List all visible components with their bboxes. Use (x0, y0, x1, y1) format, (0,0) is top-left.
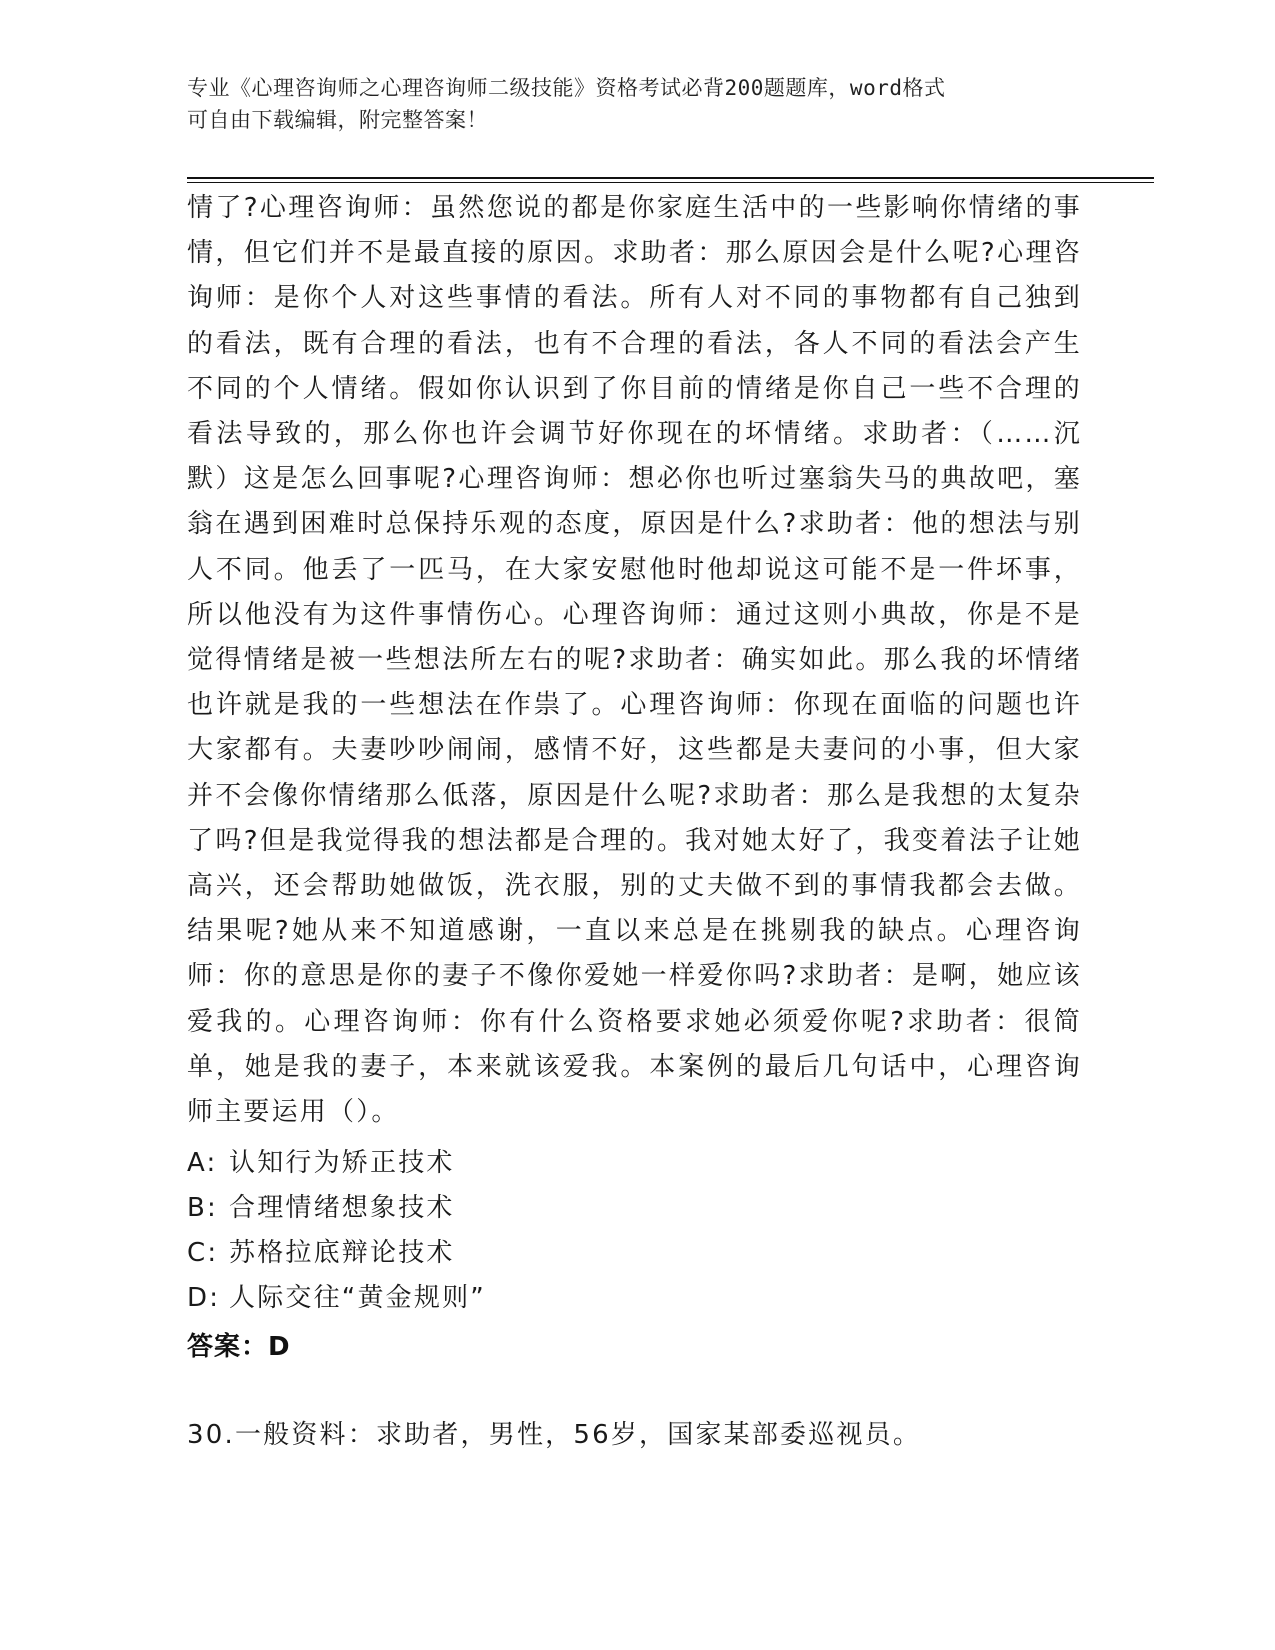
option-c (187, 1231, 1067, 1276)
option-key: D: (187, 1283, 221, 1313)
option-a (187, 1141, 1067, 1186)
header-line-2: 可自由下载编辑，附完整答案！ (187, 108, 488, 132)
option-text: 合理情绪想象技术 (229, 1193, 455, 1223)
header-divider-thick (187, 177, 1154, 179)
document-header (187, 72, 1067, 136)
option-d (187, 1276, 1067, 1321)
option-text: 苏格拉底辩论技术 (229, 1238, 455, 1268)
question-text: 情了?心理咨询师：虽然您说的都是你家庭生活中的一些影响你情绪的事情，但它们并不是最直接的原因。求助者：那么原因会是什么呢?心理咨询师：是你个人对这些事情的看法。所有人对不同的事物都有自己独到的看法，既有合理的看法，也有不合理的看法，各人不同的看法会产生不同的个人情绪。假如你认识到了你目前的情绪是你自己一些不合理的看法导致的，那么你也许会调节好你现在的坏情绪。求助者：（……沉默）这是怎么回事呢?心理咨询师：想必你也听过塞翁失马的典故吧，塞翁在遇到困难时总保持乐观的态度，原因是什么?求助者：他的想法与别人不同。他丢了一匹马，在大家安慰他时他却说这可能不是一件坏事，所以他没有为这件事情伤心。心理咨询师：通过这则小典故，你是不是觉得情绪是被一些想法所左右的呢?求助者：确实如此。那么我的坏情绪也许就是我的一些想法在作祟了。心理咨询师：你现在面临的问题也许大家都有。夫妻吵吵闹闹，感情不好，这些都是夫妻问的小事，但大家并不会像你情绪那么低落，原因是什么呢?求助者：那么是我想的太复杂了吗?但是我觉得我的想法都是合理的。我对她太好了，我变着法子让她高兴，还会帮助她做饭，洗衣服，别的丈夫做不到的事情我都会去做。结果呢?她从来不知道感谢，一直以来总是在挑剔我的缺点。心理咨询师：你的意思是你的妻子不像你爱她一样爱你吗?求助者：是啊，她应该爱我的。心理咨询师：你有什么资格要求她必须爱你呢?求助者：很简单，她是我的妻子，本来就该爱我。本案例的最后几句话中，心理咨询师主要运用（）。 (187, 193, 1082, 1128)
option-text: 人际交往“黄金规则” (229, 1283, 486, 1313)
next-question-text: 30.一般资料：求助者，男性，56岁，国家某部委巡视员。 (187, 1420, 922, 1450)
option-b (187, 1186, 1067, 1231)
option-key: A: (187, 1148, 218, 1178)
options-list (187, 1141, 1067, 1321)
header-line-1: 专业《心理咨询师之心理咨询师二级技能》资格考试必背200题题库，word格式 (187, 76, 946, 100)
option-key: C: (187, 1238, 219, 1268)
option-key: B: (187, 1193, 218, 1223)
header-divider-thin (187, 182, 1154, 183)
option-text: 认知行为矫正技术 (229, 1148, 455, 1178)
answer-line: 答案：D (187, 1332, 291, 1362)
